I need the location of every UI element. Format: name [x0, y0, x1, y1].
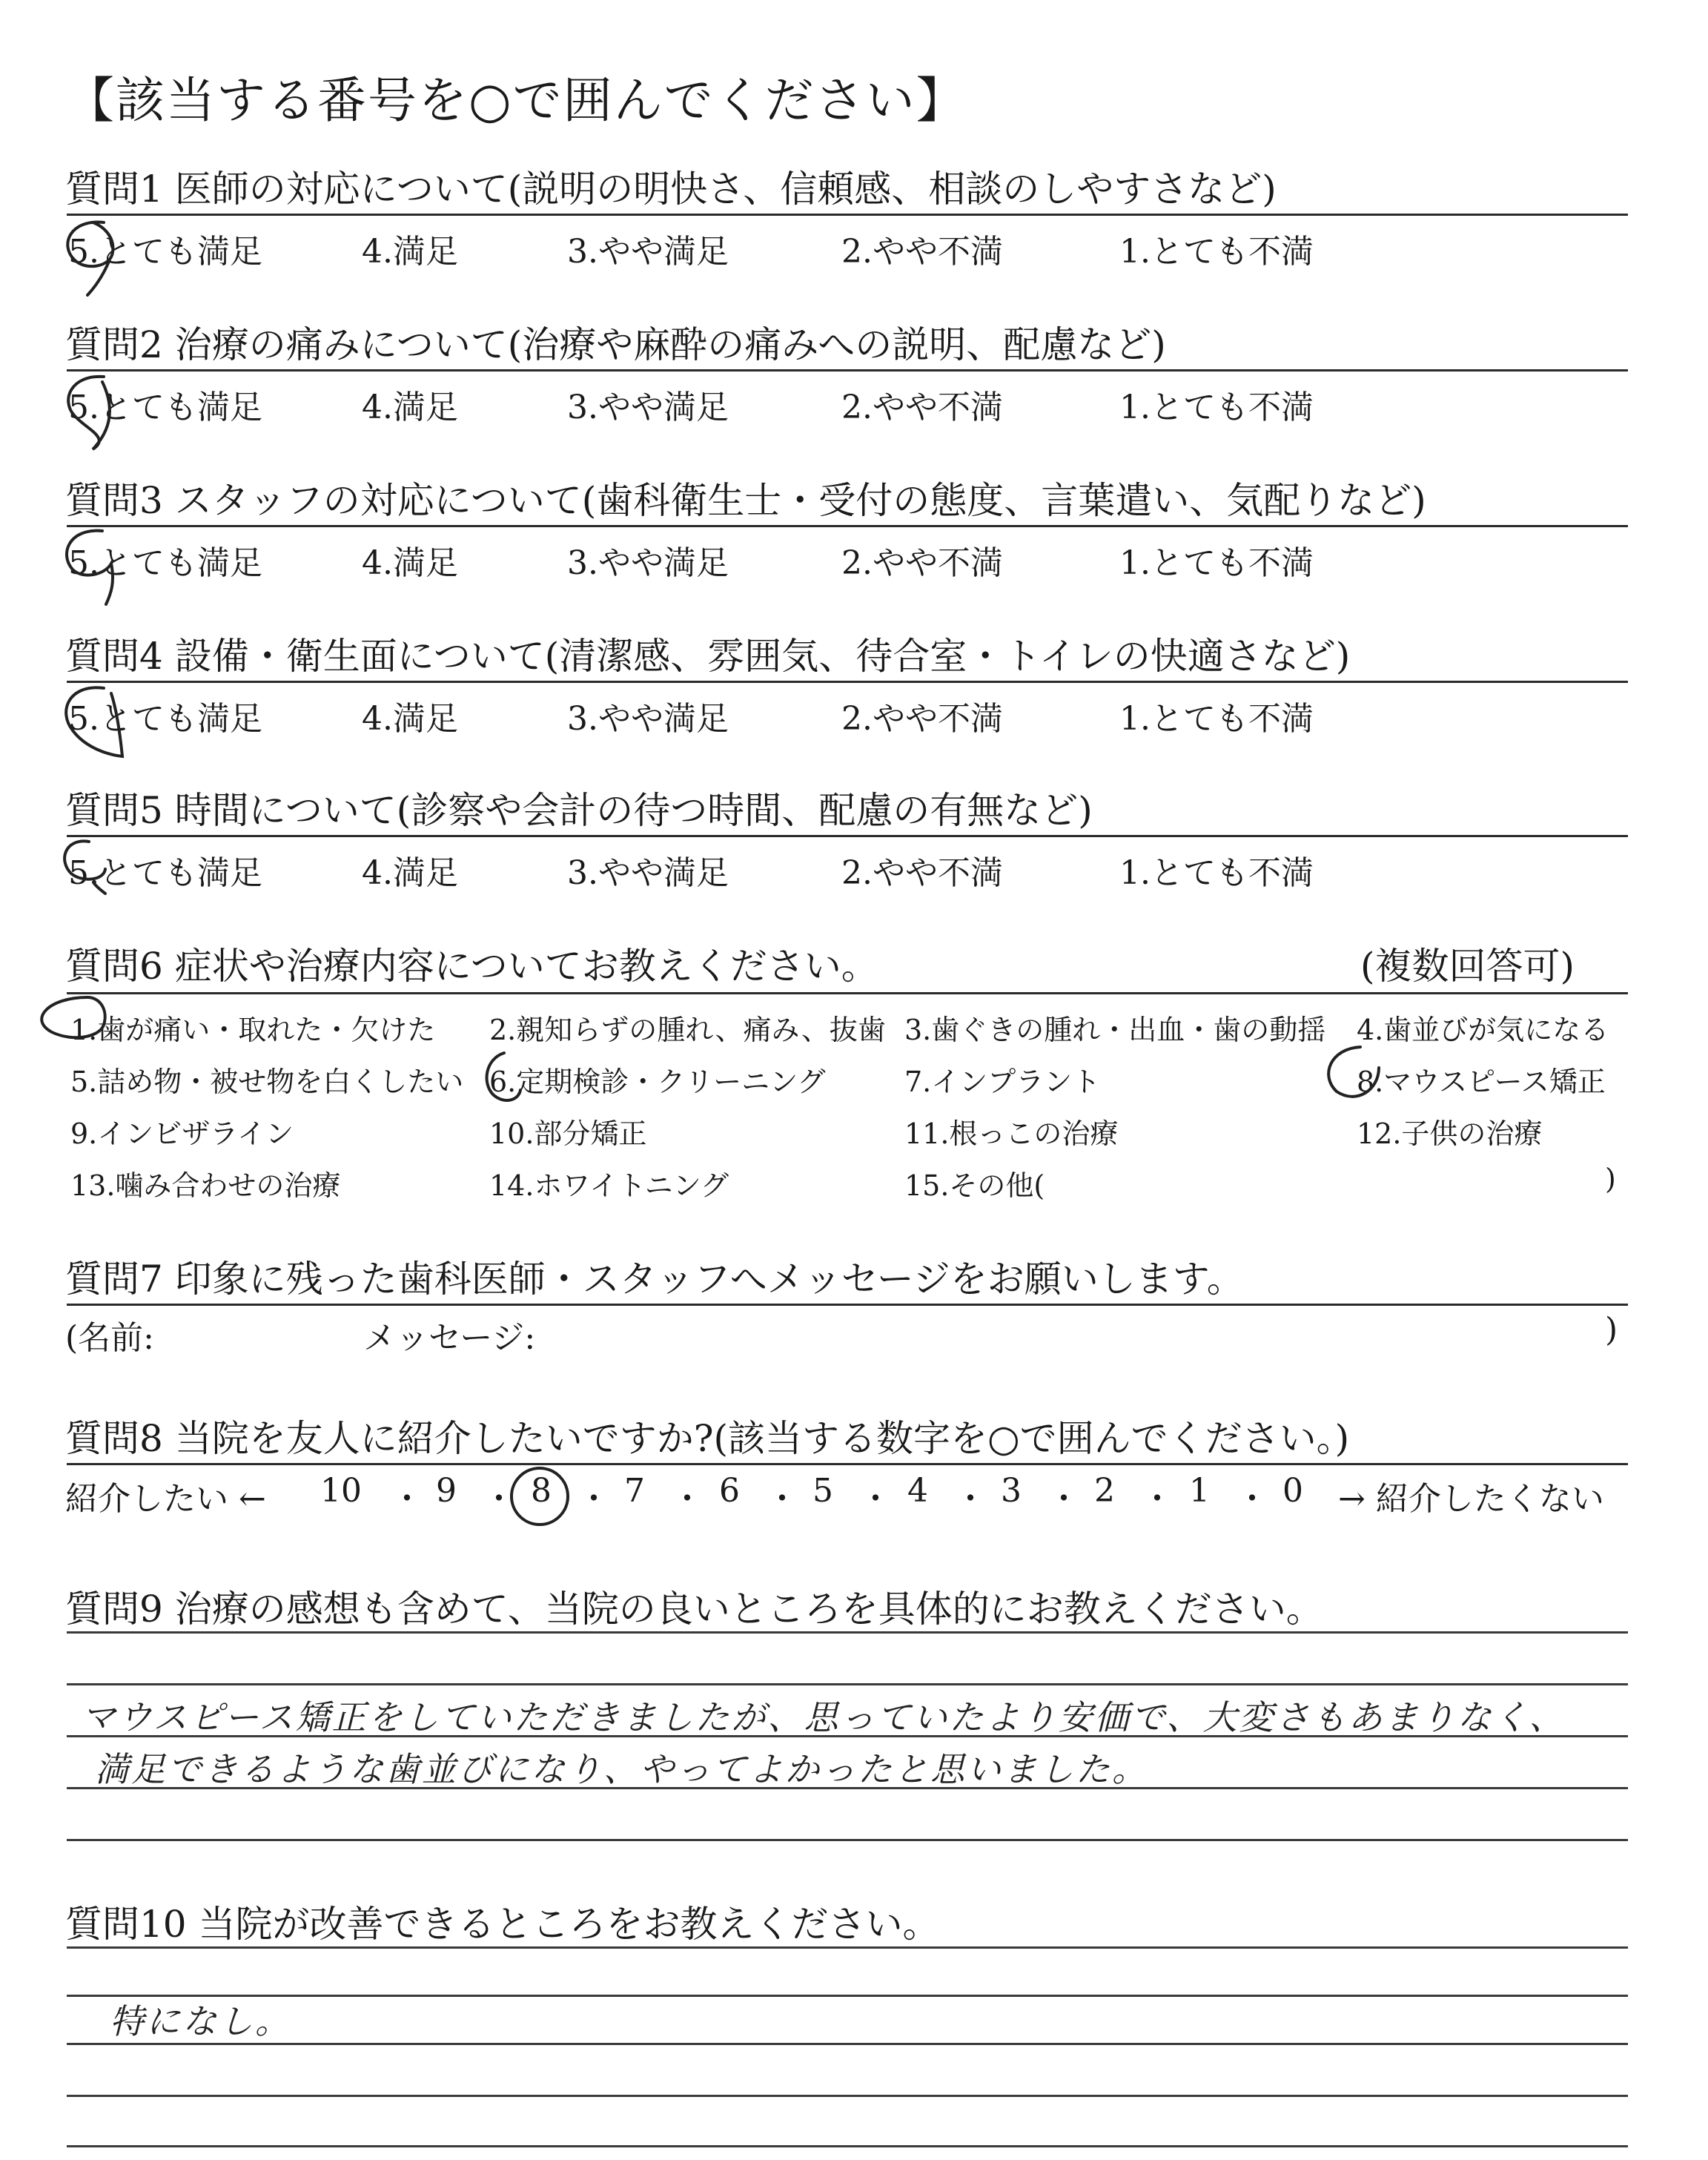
message-close-paren: ) — [1605, 1311, 1618, 1349]
q5-option-2[interactable]: 2.やや不満 — [841, 854, 1003, 892]
q4-option-5[interactable]: 5.とても満足 — [68, 700, 262, 738]
q3-option-4[interactable]: 4.満足 — [362, 544, 458, 582]
q6-option-13[interactable]: 13.噛み合わせの治療 — [70, 1169, 341, 1202]
q6-option-8-circle — [1328, 1047, 1379, 1097]
q6-option-4[interactable]: 4.歯並びが気になる — [1357, 1014, 1609, 1046]
q6-option-1-circle — [42, 997, 105, 1037]
scale-separator: ・ — [1141, 1480, 1174, 1518]
question-6-label: 質問6 症状や治療内容についてお教えください。 — [65, 945, 878, 988]
scale-7[interactable]: 7 — [624, 1472, 645, 1510]
q5-option-5[interactable]: 5.とても満足 — [68, 854, 262, 892]
form-title: 【該当する番号を○で囲んでください】 — [65, 72, 967, 129]
recommend-right-label: → 紹介したくない — [1338, 1480, 1604, 1518]
q2-option-3[interactable]: 3.やや満足 — [567, 389, 729, 426]
q1-option-1[interactable]: 1.とても不満 — [1119, 233, 1314, 271]
q4-option-4[interactable]: 4.満足 — [362, 700, 458, 738]
q9-answer-line-1[interactable]: マウスピース矯正をしていただきましたが、思っていたより安価で、大変さもあまりなく、 — [82, 1697, 1566, 1737]
q6-option-2[interactable]: 2.親知らずの腫れ、痛み、抜歯 — [489, 1014, 886, 1046]
scale-separator: ・ — [577, 1480, 610, 1518]
scale-separator: ・ — [483, 1480, 515, 1518]
question-5-label: 質問5 時間について(診察や会計の待つ時間、配慮の有無など) — [65, 789, 1093, 832]
q1-option-3[interactable]: 3.やや満足 — [567, 233, 729, 271]
scale-1[interactable]: 1 — [1189, 1472, 1210, 1510]
question-4-label: 質問4 設備・衛生面について(清潔感、雰囲気、待合室・トイレの快適さなど) — [65, 635, 1351, 678]
q2-selection-circle — [68, 377, 110, 449]
question-9-label: 質問9 治療の感想も含めて、当院の良いところを具体的にお教えください。 — [65, 1588, 1323, 1631]
scale-9[interactable]: 9 — [436, 1472, 457, 1510]
q10-answer-line-1[interactable]: 特になし。 — [110, 2001, 291, 2041]
scale-separator: ・ — [391, 1480, 423, 1518]
q6-option-6[interactable]: 6.定期検診・クリーニング — [489, 1066, 826, 1098]
scale-separator: ・ — [1236, 1480, 1268, 1518]
scale-0[interactable]: 0 — [1282, 1472, 1303, 1510]
name-field-label[interactable]: (名前: — [65, 1319, 154, 1357]
scale-6[interactable]: 6 — [719, 1472, 740, 1510]
q6-option-15[interactable]: 15.その他( — [904, 1169, 1045, 1202]
question-3-label: 質問3 スタッフの対応について(歯科衛生士・受付の態度、言葉遣い、気配りなど) — [65, 479, 1426, 522]
q1-option-5[interactable]: 5.とても満足 — [68, 233, 262, 271]
q3-option-3[interactable]: 3.やや満足 — [567, 544, 729, 582]
q2-option-4[interactable]: 4.満足 — [362, 389, 458, 426]
q6-option-10[interactable]: 10.部分矯正 — [489, 1117, 647, 1150]
q1-selection-circle — [67, 222, 113, 295]
q4-option-3[interactable]: 3.やや満足 — [567, 700, 729, 738]
q6-option-9[interactable]: 9.インビザライン — [70, 1117, 294, 1150]
multiple-answers-note: (複数回答可) — [1360, 945, 1575, 988]
scale-separator: ・ — [1047, 1480, 1080, 1518]
q6-option-14[interactable]: 14.ホワイトニング — [489, 1169, 729, 1202]
scale-10[interactable]: 10 — [320, 1472, 362, 1510]
q4-option-1[interactable]: 1.とても不満 — [1119, 700, 1314, 738]
q4-option-2[interactable]: 2.やや不満 — [841, 700, 1003, 738]
q3-option-1[interactable]: 1.とても不満 — [1119, 544, 1314, 582]
question-10-label: 質問10 当院が改善できるところをお教えください。 — [65, 1903, 940, 1946]
scale-separator: ・ — [954, 1480, 987, 1518]
message-field-label[interactable]: メッセージ: — [363, 1319, 536, 1357]
q6-option-3[interactable]: 3.歯ぐきの腫れ・出血・歯の動揺 — [904, 1014, 1326, 1046]
q5-option-1[interactable]: 1.とても不満 — [1119, 854, 1314, 892]
question-2-label: 質問2 治療の痛みについて(治療や麻酔の痛みへの説明、配慮など) — [65, 323, 1166, 366]
q9-answer-line-2[interactable]: 満足できるような歯並びになり、やってよかったと思いました。 — [95, 1749, 1148, 1789]
q8-selection-circle — [512, 1468, 568, 1525]
q6-other-close-paren: ) — [1605, 1163, 1616, 1195]
scale-8[interactable]: 8 — [531, 1472, 552, 1510]
q5-option-3[interactable]: 3.やや満足 — [567, 854, 729, 892]
question-1-label: 質問1 医師の対応について(説明の明快さ、信頼感、相談のしやすさなど) — [65, 168, 1277, 211]
q5-selection-circle — [64, 841, 105, 894]
q3-option-2[interactable]: 2.やや不満 — [841, 544, 1003, 582]
q2-option-2[interactable]: 2.やや不満 — [841, 389, 1003, 426]
q6-option-8[interactable]: 8.マウスピース矯正 — [1357, 1066, 1606, 1098]
scale-separator: ・ — [766, 1480, 798, 1518]
scale-4[interactable]: 4 — [907, 1472, 928, 1510]
scale-3[interactable]: 3 — [1001, 1472, 1022, 1510]
q2-option-5[interactable]: 5.とても満足 — [68, 389, 262, 426]
scale-5[interactable]: 5 — [812, 1472, 833, 1510]
scale-2[interactable]: 2 — [1094, 1472, 1115, 1510]
q6-option-5[interactable]: 5.詰め物・被せ物を白くしたい — [70, 1066, 464, 1098]
q6-option-1[interactable]: 1.歯が痛い・取れた・欠けた — [70, 1014, 436, 1046]
question-7-label: 質問7 印象に残った歯科医師・スタッフへメッセージをお願いします。 — [65, 1258, 1244, 1301]
q4-selection-circle — [66, 687, 122, 756]
q6-option-6-circle — [487, 1053, 520, 1100]
scale-separator: ・ — [671, 1480, 704, 1518]
q2-option-1[interactable]: 1.とても不満 — [1119, 389, 1314, 426]
q3-selection-circle — [67, 531, 113, 604]
question-8-label: 質問8 当院を友人に紹介したいですか?(該当する数字を○で囲んでください。) — [65, 1417, 1350, 1460]
q6-option-12[interactable]: 12.子供の治療 — [1357, 1117, 1543, 1150]
q1-option-2[interactable]: 2.やや不満 — [841, 233, 1003, 271]
recommend-left-label: 紹介したい ← — [65, 1480, 266, 1518]
scale-separator: ・ — [859, 1480, 892, 1518]
q5-option-4[interactable]: 4.満足 — [362, 854, 458, 892]
q6-option-7[interactable]: 7.インプラント — [904, 1066, 1101, 1098]
q3-option-5[interactable]: 5.とても満足 — [68, 544, 262, 582]
q6-option-11[interactable]: 11.根っこの治療 — [904, 1117, 1119, 1150]
q1-option-4[interactable]: 4.満足 — [362, 233, 458, 271]
